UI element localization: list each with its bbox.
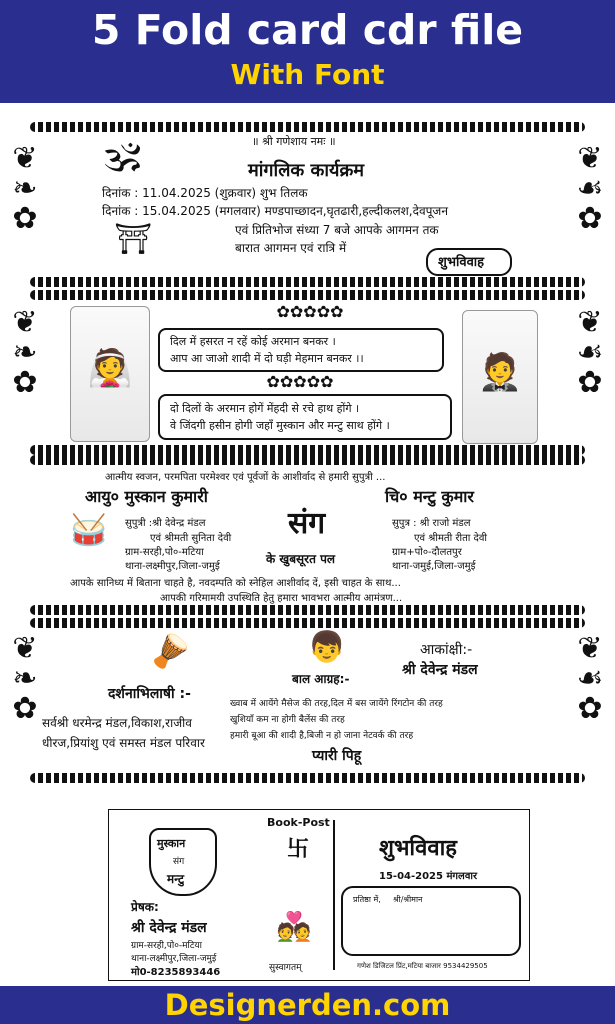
swirl-left-icon: ❦ ❧ ✿ [12, 141, 38, 236]
shri-ganesh: ॥ श्री गणेशाय नमः ॥ [252, 135, 336, 148]
sender-village: ग्राम-सरही,पो०-मटिया [131, 941, 202, 951]
groom-village: ग्राम+पो०-दौलतपुर [392, 547, 462, 558]
swirl-left-icon: ❦ ❧ ✿ [12, 305, 38, 400]
swirl-right-icon: ❦ ☙ ✿ [576, 631, 604, 726]
sender-name: श्री देवेन्द्र मंडल [131, 920, 207, 936]
dholak-icon: 🪘 [150, 632, 190, 670]
swastika-icon: 卐 [287, 837, 310, 862]
swirl-right-icon: ❦ ☙ ✿ [576, 141, 604, 236]
site-name[interactable]: Designerden.com [164, 988, 451, 1022]
groom-figure [462, 310, 538, 444]
crest-bot: मन्टु [167, 872, 184, 886]
press-credit: गणेश डिजिटल प्रिंट,मटिया बाजार 9534429505 [357, 962, 488, 970]
pritibhoj-line: एवं प्रितिभोज संध्या 7 बजे आपके आगमन तक [235, 223, 439, 237]
bride-thana: थाना-लक्ष्मीपुर,जिला-जमुई [125, 561, 220, 572]
book-post-label: Book-Post [267, 816, 330, 829]
groom-name: चि० मन्टु कुमार [385, 487, 474, 506]
decorative-border-top [30, 290, 585, 300]
blessing-intro: आत्मीय स्वजन, परमपिता परमेश्वर एवं पूर्वजों के आशीर्वाद से हमारी सुपुत्री ... [105, 472, 386, 483]
wedding-couple-icon: 💑 [276, 910, 312, 943]
decorative-border-top [30, 455, 585, 465]
envelope-card [108, 809, 530, 981]
akanksha-name: श्री देवेन्द्र मंडल [402, 662, 478, 678]
shubh-vivah-badge: शुभविवाह [426, 248, 512, 276]
decorative-border-top [30, 618, 585, 628]
bal-line-3: हमारी बूआ की शादी है,बिजी न हो जाना नेटवर्क की तरह [230, 731, 414, 741]
decorative-border-bottom [30, 773, 585, 783]
darshan-line-1: सर्वश्री धरमेन्द्र मंडल,विकाश,राजीव [42, 716, 192, 730]
card-divider [333, 820, 335, 970]
decorative-border-bottom [30, 445, 585, 455]
banner-title: 5 Fold card cdr file [91, 6, 524, 54]
poem-box-1: दिल में हसरत न रहें कोई अरमान बनकर । आप आ जाओ शादी में दो घड़ी मेहमान बनकर ।। [158, 328, 444, 372]
mandap-date: दिनांक : 15.04.2025 (मगलवार) मण्डपाच्छादन,घृतढारी,हल्दीकलश,देवपूजन [102, 204, 448, 218]
sender-thana: थाना-लक्ष्मीपुर,जिला-जमुई [131, 954, 217, 964]
section-darshan [12, 618, 604, 783]
bride-father: सुपुत्री :श्री देवेन्द्र मंडल [125, 518, 206, 529]
crest-mid: संग [173, 857, 185, 867]
shubh-vivah-title: शुभविवाह [379, 836, 457, 861]
swirl-right-icon: ❦ ☙ ✿ [576, 305, 604, 400]
section-couple [30, 455, 585, 615]
decorative-border-top [30, 122, 585, 132]
lotus-divider-icon: ✿✿✿✿✿ [276, 302, 344, 321]
akanksha-heading: आकांक्षी:- [420, 642, 473, 658]
sender-label: प्रेषक: [131, 900, 159, 914]
decorative-border-bottom [30, 277, 585, 287]
card-date: 15-04-2025 मंगलवार [379, 871, 478, 882]
to-label: प्रतिष्ठा में, [353, 895, 381, 904]
lotus-divider-icon: ✿✿✿✿✿ [266, 372, 334, 391]
top-banner [0, 0, 615, 103]
bride-figure [70, 306, 150, 442]
groom-icon: 🤵 [477, 352, 523, 393]
crest-top: मुस्कान [157, 837, 186, 850]
swirl-left-icon: ❦ ❧ ✿ [12, 631, 38, 726]
doli-icon: ⛩ [113, 222, 153, 257]
blessing-footer-1: आपके सानिध्य में बिताना चाहते है, नवदम्पति को स्नेहिल आशीर्वाद दें, इसी चाहत के साथ... [70, 578, 401, 589]
bal-sign: प्यारी पिहू [312, 748, 362, 764]
groom-father: सुपुत्र : श्री राजो मंडल [392, 518, 471, 529]
drummer-boy-icon: 🥁 [70, 513, 108, 548]
groom-thana: थाना-जमुई,जिला-जमुई [392, 561, 476, 572]
banner-subtitle: With Font [230, 58, 385, 91]
crest-shield [149, 828, 217, 896]
welcome-text: सुस्वागतम् [269, 963, 302, 973]
address-box [341, 886, 521, 956]
bottom-banner [0, 986, 615, 1024]
sang-title: संग [288, 506, 326, 541]
ganesha-icon: 🕉 [105, 134, 141, 180]
groom-mother: एवं श्रीमती रीता देवी [414, 533, 487, 544]
bride-village: ग्राम-सरही,पो०-मटिया [125, 547, 204, 558]
poem-box-2: दो दिलों के अरमान होगें मेंहदी से रचे हाथ होंगे । वे जिंदगी हसीन होगी जहाँ मुस्कान और मन्टु साथ होंगे । [158, 394, 452, 440]
bal-line-1: ख्वाब में आयेंगे मैसेज की तरह,दिल में बस जायेंगे रिंगटोन की तरह [230, 699, 443, 709]
bride-icon: 👰 [87, 348, 133, 389]
blessing-footer-2: आपकी गरिमामयी उपस्थिति हेतु हमारा भावभरा आत्मीय आमंत्रण... [160, 593, 403, 604]
to-name: श्री/श्रीमान [393, 895, 423, 904]
bal-line-2: खुशियाँ कम ना होगी बैलेंस की तरह [230, 715, 345, 725]
bride-mother: एवं श्रीमती सुनिता देवी [150, 533, 232, 544]
tilak-date: दिनांक : 11.04.2025 (शुक्रवार) शुभ तिलक [102, 186, 308, 200]
section-mangalik [12, 122, 604, 287]
bal-heading: बाल आग्रह:- [292, 672, 350, 686]
bride-name: आयु० मुस्कान कुमारी [85, 487, 208, 506]
child-face-icon: 👦 [308, 630, 346, 665]
darshan-line-2: धीरज,प्रियांशु एवं समस्त मंडल परिवार [42, 736, 205, 750]
mangalik-heading: मांगलिक कार्यक्रम [248, 160, 365, 181]
darshan-heading: दर्शनाभिलाषी :- [108, 686, 191, 702]
decorative-border-bottom [30, 605, 585, 615]
moment-text: के खुबसूरत पल [266, 552, 336, 566]
sender-mobile: मो0-8235893446 [131, 967, 221, 978]
section-poems [12, 290, 604, 453]
baraat-line: बारात आगमन एवं रात्रि में [235, 241, 347, 255]
